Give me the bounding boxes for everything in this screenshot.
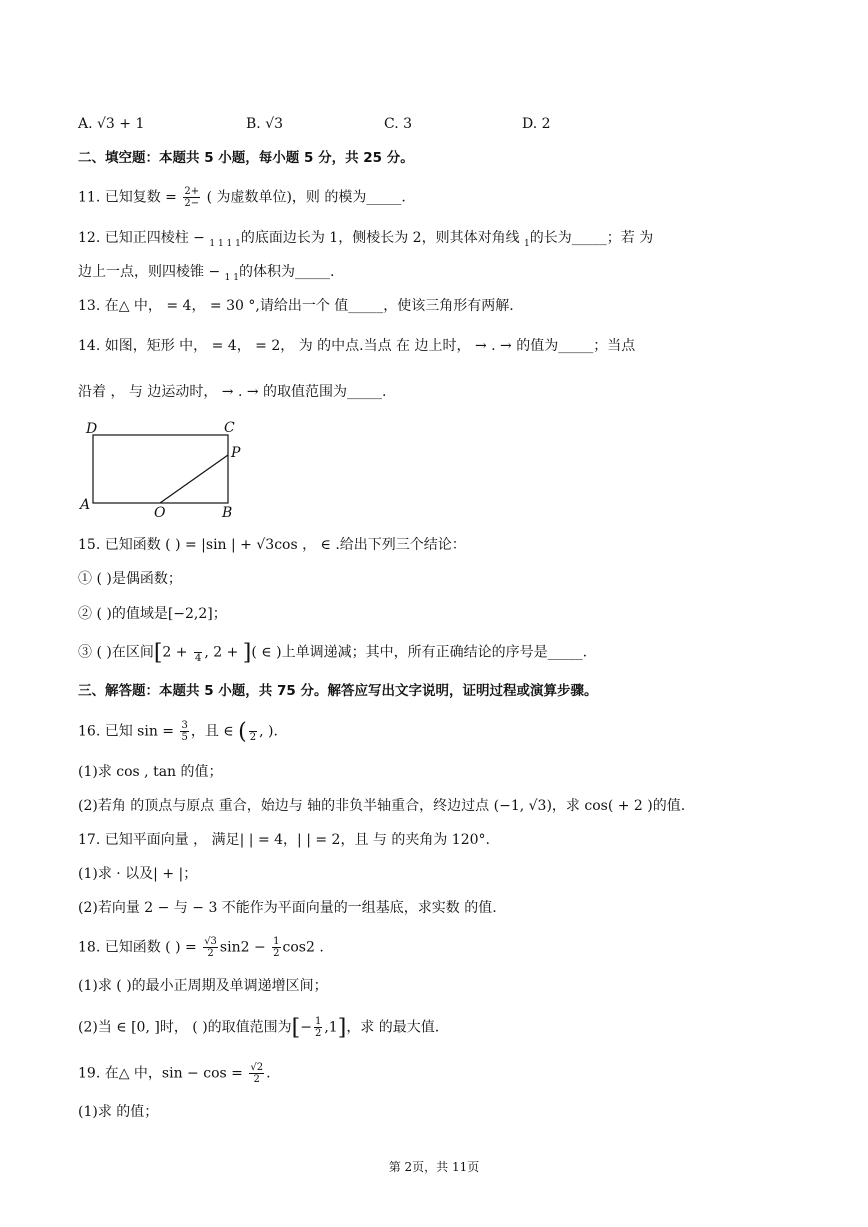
- option-a: A. √3 + 1: [78, 116, 145, 132]
- q12-text-c: 的长为_____；若 为: [529, 230, 654, 246]
- label-d: D: [86, 421, 98, 437]
- question-15-item-2: ② ( )的值域是[−2,2]；: [78, 606, 227, 622]
- q16-numerator-2: [249, 720, 257, 732]
- q11-denominator: 2−: [184, 198, 200, 209]
- question-18-line-1: [78, 936, 324, 959]
- q19-text-b: .: [266, 1065, 271, 1082]
- q18-denominator-2: 2: [273, 948, 280, 959]
- q16-paren-left: (: [238, 719, 247, 745]
- q18-denominator-3: 2: [314, 1028, 322, 1039]
- q16-text-a: 16. 已知 sin =: [78, 723, 175, 740]
- q18-fraction: [203, 936, 218, 959]
- question-16-part-2: (2)若角 的顶点与原点 重合，始边与 轴的非负半轴重合，终边过点 (−1, √3)，求 cos( + 2 )的值.: [78, 798, 686, 814]
- q15-text-d: ( ∈ )上单调递减；其中，所有正确结论的序号是_____.: [251, 644, 588, 661]
- q16-denominator: 5: [181, 732, 188, 743]
- q18-numerator-3: 1: [314, 1016, 322, 1027]
- q16-fraction: [180, 720, 188, 743]
- q18-numerator-2: 1: [273, 936, 280, 947]
- q18-text-b: sin2 −: [219, 939, 266, 956]
- q16-numerator: 3: [181, 720, 188, 731]
- question-16-line-1: [78, 720, 278, 743]
- q18-text-a: 18. 已知函数 ( ) =: [78, 939, 197, 956]
- option-b: B. √3: [246, 116, 284, 132]
- q11-numerator: 2+: [184, 186, 200, 197]
- q18-text-c: cos2 .: [282, 939, 324, 956]
- question-19-part-1: (1)求 的值；: [78, 1104, 159, 1120]
- q15-bracket-left: [: [153, 640, 163, 666]
- question-11: [78, 186, 406, 209]
- rectangle-figure: [78, 415, 258, 525]
- q15-fraction: [194, 641, 202, 664]
- q16-text-c: , ).: [259, 723, 278, 740]
- q15-bracket-right: ]: [242, 640, 252, 666]
- label-o: O: [154, 505, 166, 521]
- question-17-line-1: 17. 已知平面向量 ， 满足| | = 4，| | = 2，且 与 的夹角为 120°.: [78, 832, 490, 848]
- q11-text-a: 11. 已知复数 =: [78, 189, 177, 206]
- q18-fraction-3: [314, 1016, 322, 1039]
- question-14-line-2: 沿着 ， 与 边运动时， → . → 的取值范围为_____.: [78, 384, 387, 400]
- question-19-line-1: [78, 1062, 271, 1085]
- segment-op: [160, 455, 228, 503]
- question-18-part-2: (2)当 ∈ [0, ]时， ( )的取值范围为[− $\frac{1}{2}$ ,1]，求 的最大值.: [78, 1015, 440, 1041]
- q11-fraction: [183, 186, 200, 209]
- q12-text-e: 的体积为_____.: [238, 264, 335, 280]
- q18-text-d: ，求 的最大值.: [346, 1019, 440, 1036]
- q12-subscript-2: 1: [524, 239, 530, 249]
- q15-text-a: ③ ( )在区间: [78, 644, 154, 661]
- q15-denominator: 4: [194, 653, 202, 664]
- q12-text-b: 的底面边长为 1，侧棱长为 2，则其体对角线: [240, 230, 525, 246]
- q18-denominator: 2: [207, 948, 214, 959]
- q12-text-a: 12. 已知正四棱柱 −: [78, 230, 210, 246]
- option-c: C. 3: [384, 116, 413, 132]
- q18-numerator: √3: [204, 936, 217, 947]
- label-p: P: [231, 445, 241, 461]
- section-heading-solutions: 三、解答题：本题共 5 小题，共 75 分。解答应写出文字说明，证明过程或演算步骤。: [78, 683, 598, 699]
- q19-fraction: [249, 1062, 264, 1085]
- question-17-part-1: (1)求 · 以及| + |；: [78, 866, 198, 882]
- option-d: D. 2: [522, 116, 551, 132]
- q18-fraction-2: [272, 936, 280, 959]
- question-17-part-2: (2)若向量 2 − 与 − 3 不能作为平面向量的一组基底，求实数 的值.: [78, 900, 497, 916]
- question-15-item-3: [78, 641, 587, 664]
- question-14-line-1: 14. 如图，矩形 中， = 4， = 2， 为 的中点.当点 在 边上时， → . → 的值为_____；当点: [78, 338, 636, 354]
- question-15-line-1: 15. 已知函数 ( ) = |sin | + √3cos ， ∈ .给出下列三个结论：: [78, 537, 466, 553]
- question-15-item-1: ① ( )是偶函数；: [78, 571, 182, 587]
- q12-text-d: 边上一点，则四棱锥 −: [78, 264, 225, 280]
- q12-subscript-3: 1 1: [224, 273, 239, 283]
- question-12-line-1: [78, 228, 653, 254]
- question-12-line-2: [78, 262, 334, 288]
- question-18-part-1: (1)求 ( )的最小正周期及单调递增区间；: [78, 978, 328, 994]
- q19-denominator: 2: [253, 1074, 260, 1085]
- q16-denominator-2: 2: [249, 732, 257, 743]
- page-footer: 第 2页，共 11页: [388, 1160, 480, 1174]
- q15-text-c: , 2 +: [204, 644, 243, 661]
- q19-numerator: √2: [250, 1062, 264, 1073]
- q18-bracket-right: ]: [337, 1015, 347, 1041]
- q18-text-c: (2)当 ∈ [0, ]时， ( )的取值范围为: [78, 1019, 292, 1036]
- q18-bracket-left: [: [291, 1015, 301, 1041]
- label-b: B: [222, 505, 233, 521]
- section-heading-fill-in: 二、填空题：本题共 5 小题，每小题 5 分，共 25 分。: [78, 150, 414, 166]
- question-16-part-1: (1)求 cos , tan 的值；: [78, 764, 223, 780]
- q15-text-b: 2 +: [162, 644, 188, 661]
- label-c: C: [224, 420, 235, 436]
- q12-subscript: 1 1 1 1: [209, 239, 241, 249]
- label-a: A: [80, 497, 91, 513]
- q16-text-b: ，且 ∈: [190, 723, 234, 740]
- q15-numerator: [194, 641, 202, 653]
- q11-text-b: ( 为虚数单位)，则 的模为_____.: [206, 189, 406, 206]
- q16-fraction-2: [249, 720, 257, 743]
- q19-text-a: 19. 在△ 中，sin − cos =: [78, 1065, 243, 1082]
- question-13: 13. 在△ 中， = 4， = 30 °,请给出一个 值_____，使该三角形有两解.: [78, 298, 514, 314]
